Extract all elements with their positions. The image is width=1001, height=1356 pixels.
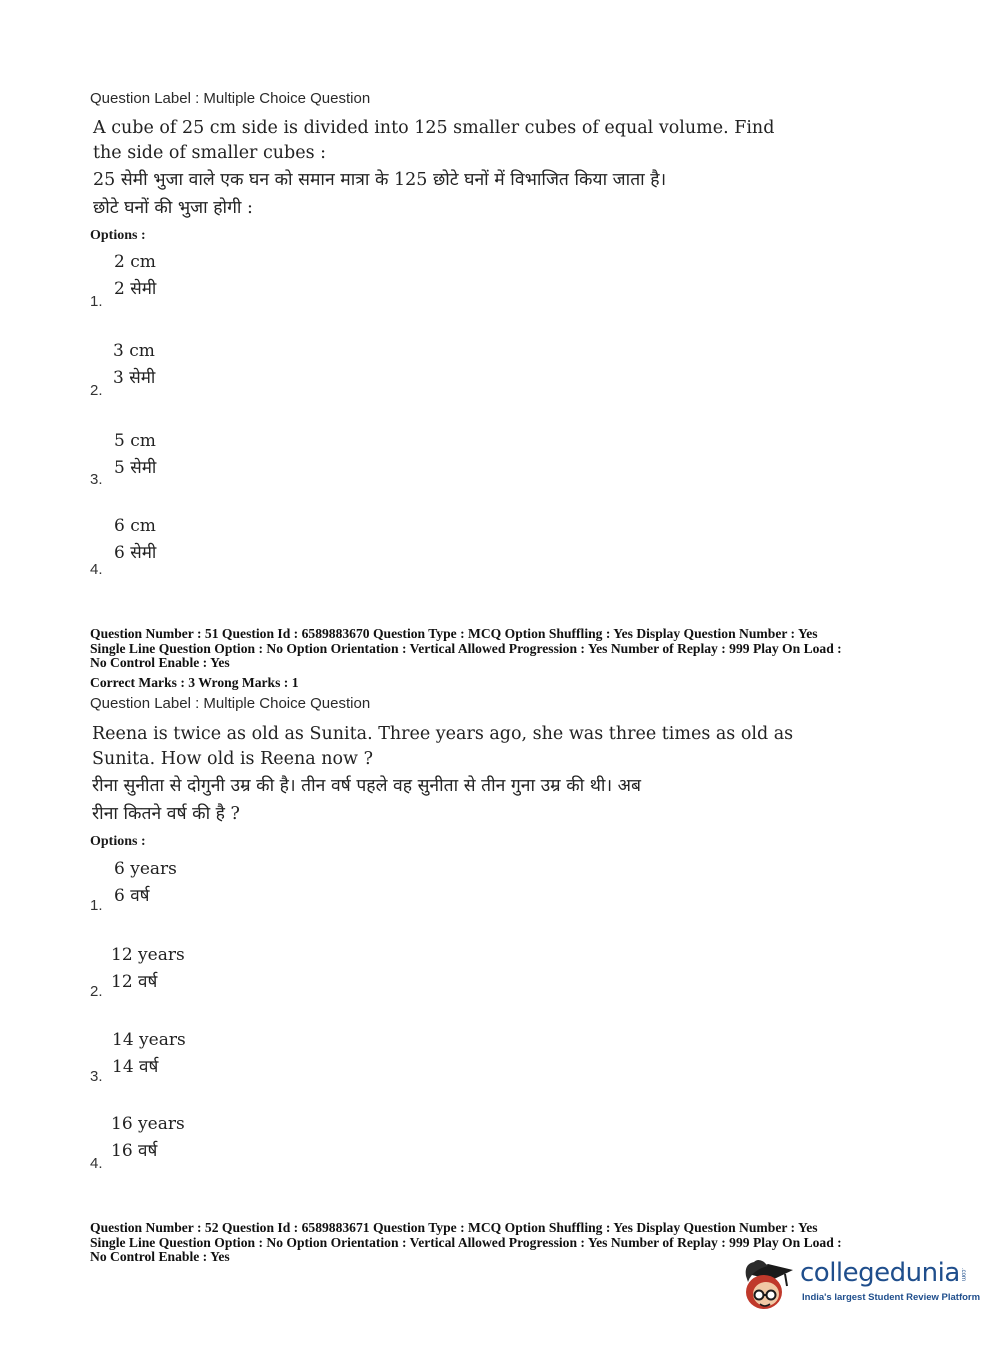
collegedunia-logo[interactable] — [738, 1252, 981, 1314]
metadata-line: Single Line Question Option : No Option Orientation : Vertical Allowed Progression : Yes Number of Replay : 999 Play On Load : — [90, 640, 842, 656]
option-text-hi: 6 वर्ष — [114, 886, 150, 906]
option-number: 2. — [90, 983, 103, 1000]
option-text-hi: 5 सेमी — [114, 458, 157, 478]
option-text-en: 12 years — [111, 945, 185, 965]
option-number: 3. — [90, 1068, 103, 1085]
options-heading: Options : — [90, 228, 146, 243]
question-text — [93, 116, 813, 221]
option-text-hi: 6 सेमी — [114, 543, 157, 563]
metadata-line: Question Number : 52 Question Id : 6589883671 Question Type : MCQ Option Shuffling : Yes Display Question Number : Yes — [90, 1220, 818, 1235]
option-text[interactable] — [111, 1111, 185, 1165]
logo-suffix: .com — [960, 1268, 966, 1282]
metadata-line: Single Line Question Option : No Option Orientation : Vertical Allowed Progression : Yes Number of Replay : 999 Play On Load : — [90, 1234, 842, 1250]
option-text-en: 3 cm — [113, 341, 155, 361]
question-text-en: Sunita. How old is Reena now ? — [92, 749, 373, 769]
logo-wordmark: collegedunia — [800, 1258, 960, 1288]
option-number: 2. — [90, 382, 103, 399]
logo-tagline: India's largest Student Review Platform — [802, 1292, 981, 1303]
student-mascot-icon — [738, 1256, 798, 1312]
question-metadata — [90, 627, 920, 671]
option-text-en: 16 years — [111, 1114, 185, 1134]
option-text-en: 14 years — [112, 1030, 186, 1050]
question-text-en: Reena is twice as old as Sunita. Three years ago, she was three times as old as — [92, 724, 794, 744]
option-text[interactable] — [114, 249, 156, 303]
option-text-hi: 16 वर्ष — [111, 1141, 158, 1161]
option-text-en: 6 cm — [114, 516, 156, 536]
question-text-hi: रीना कितने वर्ष की है ? — [92, 804, 240, 824]
option-text-hi: 12 वर्ष — [111, 972, 158, 992]
option-text[interactable] — [112, 1027, 186, 1081]
metadata-line: No Control Enable : Yes — [90, 1249, 230, 1265]
option-text-hi: 3 सेमी — [113, 368, 156, 388]
option-number: 3. — [90, 471, 103, 488]
question-label: Question Label : Multiple Choice Question — [90, 695, 371, 712]
marks-info: Correct Marks : 3 Wrong Marks : 1 — [90, 675, 299, 690]
option-number: 1. — [90, 897, 103, 914]
option-text-en: 2 cm — [114, 252, 156, 272]
question-text-en: A cube of 25 cm side is divided into 125 smaller cubes of equal volume. Find — [93, 118, 775, 138]
metadata-line: No Control Enable : Yes — [90, 655, 230, 671]
question-label: Question Label : Multiple Choice Question — [90, 90, 371, 107]
option-number: 4. — [90, 561, 103, 578]
option-text[interactable] — [113, 338, 155, 392]
question-text-hi: 25 सेमी भुजा वाले एक घन को समान मात्रा के 125 छोटे घनों में विभाजित किया जाता है। — [93, 170, 667, 190]
option-text-hi: 2 सेमी — [114, 279, 157, 299]
option-text[interactable] — [114, 513, 156, 567]
question-text-hi: रीना सुनीता से दोगुनी उम्र की है। तीन वर्ष पहले वह सुनीता से तीन गुना उम्र की थी। अब — [92, 776, 642, 796]
option-text[interactable] — [114, 856, 177, 910]
option-number: 4. — [90, 1155, 103, 1172]
option-number: 1. — [90, 293, 103, 310]
option-text[interactable] — [111, 942, 185, 996]
question-text-en: the side of smaller cubes : — [93, 143, 327, 163]
option-text-en: 6 years — [114, 859, 177, 879]
options-heading: Options : — [90, 834, 146, 849]
question-text-hi: छोटे घनों की भुजा होगी : — [93, 198, 253, 218]
option-text-en: 5 cm — [114, 431, 156, 451]
option-text[interactable] — [114, 428, 156, 482]
question-text — [92, 722, 812, 827]
metadata-line: Question Number : 51 Question Id : 6589883670 Question Type : MCQ Option Shuffling : Yes Display Question Number : Yes — [90, 626, 818, 641]
option-text-hi: 14 वर्ष — [112, 1057, 159, 1077]
